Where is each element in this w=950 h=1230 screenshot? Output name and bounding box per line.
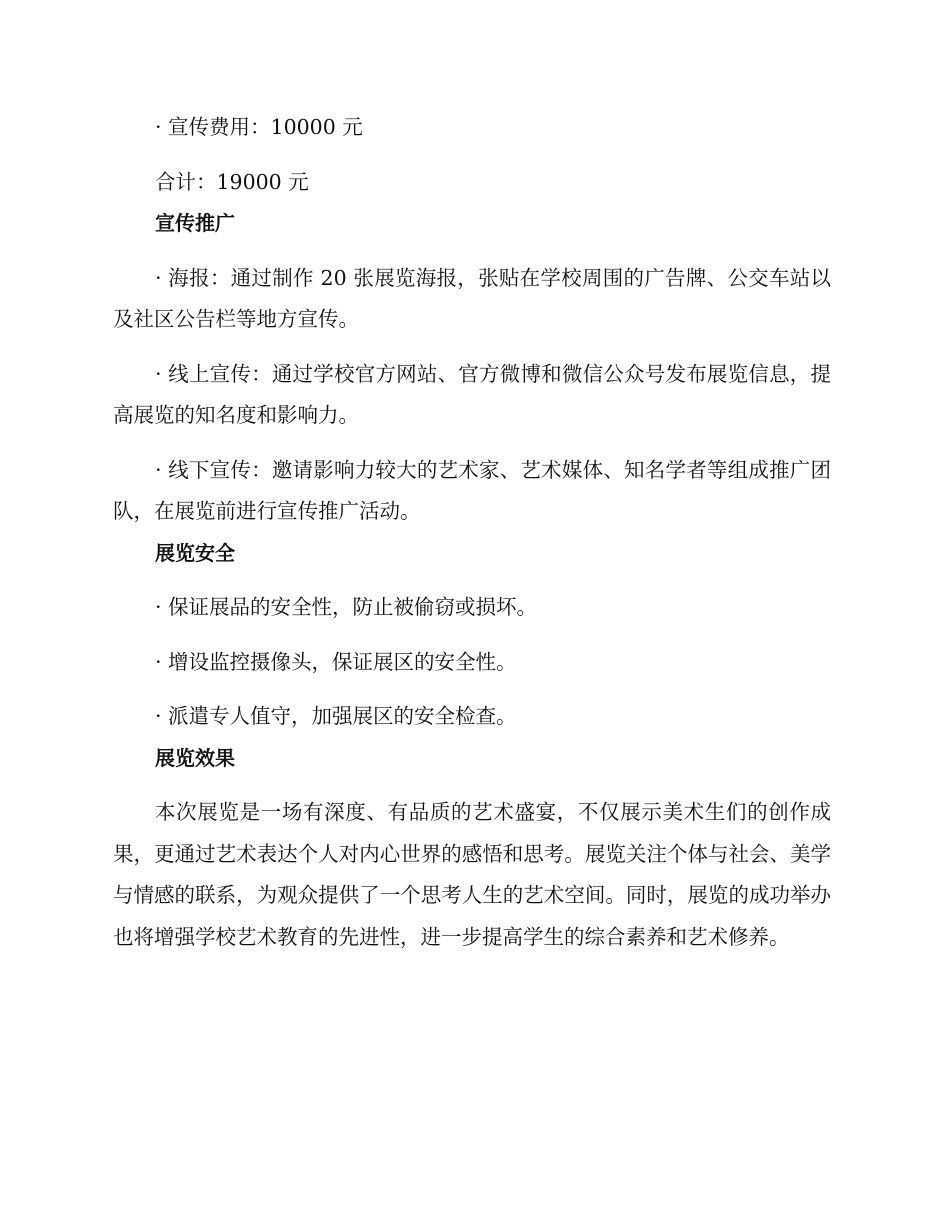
safety-item-exhibits: · 保证展品的安全性，防止被偷窃或损坏。 — [155, 595, 538, 619]
safety-item-cameras: · 增设监控摄像头，保证展区的安全性。 — [155, 649, 517, 674]
promotion-item-poster: · 海报：通过制作 20 张展览海报，张贴在学校周围的广告牌、公交车站以及社区公告栏等地方宣传。 — [113, 265, 831, 331]
section-heading-effect: 展览效果 — [155, 745, 235, 770]
section-heading-safety: 展览安全 — [155, 540, 235, 565]
budget-promotion-cost: · 宣传费用：10000 元 — [155, 115, 363, 139]
promotion-item-online: · 线上宣传：通过学校官方网站、官方微博和微信公众号发布展览信息，提高展览的知名度和影响力。 — [113, 361, 831, 427]
effect-body: 本次展览是一场有深度、有品质的艺术盛宴，不仅展示美术生们的创作成果，更通过艺术表达个人对内心世界的感悟和思考。展览关注个体与社会、美学与情感的联系，为观众提供了一个思考人生的艺术空间。同时，展览的成功举办也将增强学校艺术教育的先进性，进一步提高学生的综合素养和艺术修养。 — [113, 800, 831, 949]
budget-total: 合计：19000 元 — [155, 169, 309, 194]
section-heading-promotion: 宣传推广 — [155, 211, 235, 235]
promotion-item-offline: · 线下宣传：邀请影响力较大的艺术家、艺术媒体、知名学者等组成推广团队，在展览前进行宣传推广活动。 — [113, 457, 831, 523]
safety-item-guards: · 派遣专人值守，加强展区的安全检查。 — [155, 704, 517, 728]
document-content — [113, 107, 831, 958]
